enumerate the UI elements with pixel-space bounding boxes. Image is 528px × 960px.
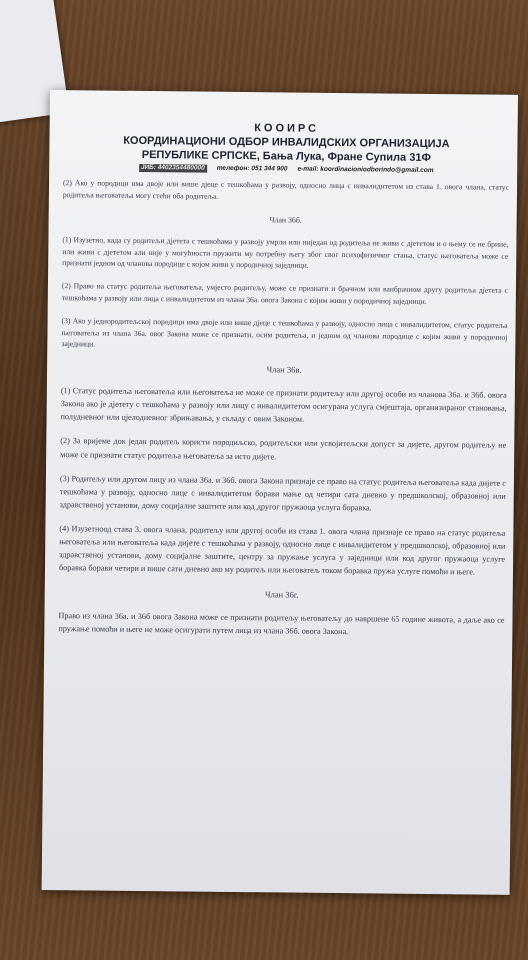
email-address: e-mail: koordinacioniodborindo@gmail.com [297,165,434,175]
paragraph-36g-1: Право из члана 36а. и 36б овога Закона може се признати родитељу његоватељу до навршене 65 године живота, а даље ако се пружање помоћи и његе не може осигурати путем лица из члана 36б. овога Закона. [58,610,505,636]
letterhead [63,120,510,176]
article-title-36b: Члан 36б. [269,215,302,225]
paragraph-36b-1: (1) Изузетно, када су родитељи дјетета с тешкоћама у развоју умрли или ниједан од родитеља не живи с дјететом и о њему се не брине, или живи с дјететом али није у могућности пружити му потребну његу због свог психофизичког стања, статус његоватеља може се признати једном од чланова породице с којом живи у породичној заједници. [62,235,509,271]
org-region-address: РЕПУБЛИКЕ СРПСКЕ, Бања Лука, Фране Супила 31Ф [141,148,431,164]
jib-number: ЈИБ: 4402354480000 [139,164,207,173]
org-abbreviation: КООИРС [254,122,320,135]
article-title-36g: Члан 36г. [264,588,299,600]
paragraph-36b-2: (2) Право на статус родитеља његоватеља, умјесто родитељу, може се признати и брачном или ванбрачном другу родитеља дјетета с тешкоћама у развоју или лица с инвалидитетом из члана 36а. овога Закона с којим живи у породичној заједници. [61,281,508,306]
article-title-36v: Члан 36в. [266,364,302,375]
paragraph-36b-3: (3) Ако у једнородитељској породици има двоје или више дјеце с тешкоћама у развоју, односно лица с инвалидитетом, статус родитеља његоватеља из члана 36а. овог Закона може се признати, осим родитеља, и једном од чланова породице с којим живи у породичној заједници. [61,315,508,349]
paragraph-36v-4: (4) Изузетноод става 3. овога члана, родитељу или другој особи из става 1. овога члана признаје се право на статус родитеља његоватеља или његоватеља када дијете с тешкоћама у развоју, односно лице с инвалидитетом у предшколској, образовној или здравственој установи, дому социјалне заштите, центру за пружање услуга у заједници или код другог пружаоца услуге боравка борави четири и више сати дневно ако му родитељ или његоватељ током боравка пружа услуге помоћи и његе. [58,524,506,577]
paragraph-36a-2: (2) Ако у породици има двоје или више дјеце с тешкоћама у развоју, односно лица с инвалидитетом из става 1. овога члана, статус родитеља његоватеља могу стећи оба родитеља. [62,178,510,201]
phone-number: телефон: 051 344 900 [216,165,288,173]
paragraph-36v-1: (1) Статус родитеља његоватеља или његоватеља не може се признати родитељу или другој особи из чланова 36а. и 36б. овога Закона ако је дјетету с тешкоћама у развоју или лицу с инвалидитетом осигурана услуга смјештаја, организираног становања, полудневног или цјелодневног збрињавања, у складу с овим Законом. [60,386,507,424]
paragraph-36v-2: (2) За вријеме док један родитељ користи породиљско, родитељски или усвојитељски допуст за дијете, другом родитељу не може се признати статус родитеља његоватеља за исто дијете. [60,436,507,461]
document-page [42,90,518,895]
paragraph-36v-3: (3) Родитељу или другом лицу из члана 36а. и 36б. овога Закона признаје се право на статус родитеља његоватеља када дијете с тешкоћама у развоју, односно лице с инвалидитетом борави мање од четири сата дневно у предшколској, образовној или здравственој установи, дому социјалне заштите или код другог пружаоца услуга боравка. [59,473,506,513]
org-full-name: КООРДИНАЦИОНИ ОДБОР ИНВАЛИДСКИХ ОРГАНИЗАЦИЈА [123,134,450,150]
